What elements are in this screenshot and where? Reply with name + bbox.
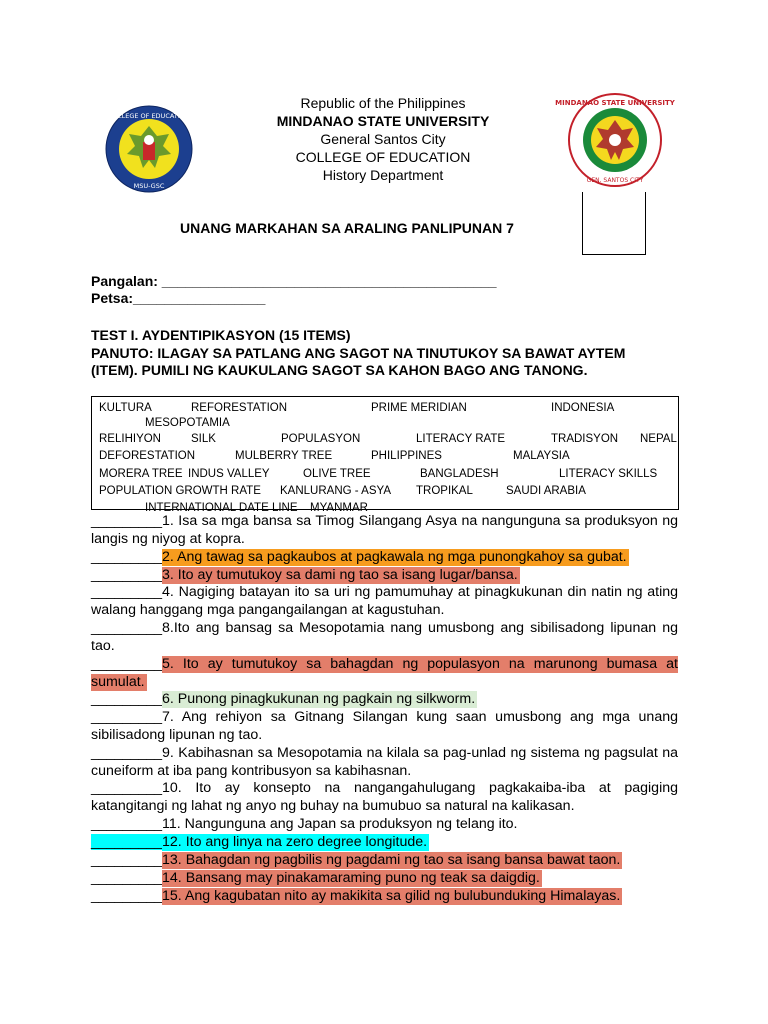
question-item [91,816,678,834]
right-logo-text-top: MINDANAO STATE UNIVERSITY [555,99,675,107]
question-text: Punong pinagkukunan ng pagkain ng silkworm. [173,691,476,707]
answer-blank[interactable]: _________ [91,709,163,725]
choice-item: MULBERRY TREE [235,450,333,462]
question-number: 9. [162,745,174,761]
choice-item: RELIHIYON [99,433,161,445]
question-number: 10. [162,780,182,796]
choices-box [91,396,679,514]
choice-item: SAUDI ARABIA [506,485,586,497]
question-item [91,852,678,870]
question-text: Bahagdan ng pagbilis ng pagdami ng tao sa isang bansa bawat taon. [181,852,621,868]
college-line: COLLEGE OF EDUCATION [295,149,471,165]
choice-item: MORERA TREE [99,468,183,480]
choice-item: REFORESTATION [191,402,288,414]
question-item [91,834,678,852]
question-number: 13. [162,852,182,868]
choice-item: TROPIKAL [416,485,473,497]
university-name: MINDANAO STATE UNIVERSITY [276,113,490,129]
choice-item: MALAYSIA [513,450,570,462]
question-item [91,584,678,620]
question-text: Kabihasnan sa Mesopotamia na kilala sa pag-unlad ng sistema ng pagsulat na cuneiform at iba pang kontribusyon sa kabihasnan. [91,745,678,779]
college-of-education-logo [105,104,193,194]
choice-item: POPULASYON [281,433,361,445]
directions-line-2: (ITEM). PUMILI NG KAUKULANG SAGOT SA KAHON BAGO ANG TANONG. [91,362,588,378]
choice-item: TRADISYON [551,433,619,445]
question-text: Ang kagubatan nito ay makikita sa gilid ng bulubunduking Himalayas. [181,888,621,904]
question-text: Ito ay tumutukoy sa dami ng tao sa isang lugar/bansa. [173,567,518,583]
question-number: 8. [162,620,174,636]
name-field-line: Pangalan: ___________________________________________ [91,273,497,289]
question-text: Bansang may pinakamaraming puno ng teak sa daigdig. [181,870,540,886]
choice-item: DEFORESTATION [99,450,196,462]
answer-blank[interactable]: _________ [91,584,163,600]
answer-blank[interactable]: _________ [91,745,163,761]
directions-line-1: PANUTO: ILAGAY SA PATLANG ANG SAGOT NA TINUTUKOY SA BAWAT AYTEM [91,345,626,361]
city-line: General Santos City [320,131,446,147]
choice-item: KULTURA [99,402,152,414]
question-item [91,513,678,549]
choice-item: POPULATION GROWTH RATE [99,485,261,497]
question-number: 1. [162,513,174,529]
choice-item: OLIVE TREE [303,468,371,480]
question-number: 11. [162,816,181,832]
question-text: Ang tawag sa pagkaubos at pagkawala ng mga punongkahoy sa gubat. [173,549,627,565]
choice-item: NEPAL [640,433,677,445]
choice-item: LITERACY SKILLS [559,468,658,480]
question-text: Ito ay konsepto na nangangahulugang pagkakaiba-iba at pagiging katangitangi ng lahat ng anyo ng buhay na bumubuo sa natural na kalikasan. [91,780,678,814]
question-item [91,656,678,692]
republic-line: Republic of the Philippines [300,95,466,111]
right-logo-text-bottom: GEN. SANTOS CITY [586,177,644,184]
question-item [91,870,678,888]
question-item [91,709,678,745]
left-logo-text-top: COLLEGE OF EDUCATION [108,112,190,120]
choice-item: INDONESIA [551,402,615,414]
answer-blank[interactable]: _________ [91,549,163,565]
answer-blank[interactable]: _________ [91,691,163,707]
question-number: 15. [162,888,182,904]
choice-item: PRIME MERIDIAN [371,402,467,414]
choice-item: SILK [191,433,216,445]
answer-blank[interactable]: _________ [91,567,163,583]
answer-blank[interactable]: _________ [91,816,163,832]
test-title: TEST I. AYDENTIPIKASYON (15 ITEMS) [91,327,351,343]
answer-blank[interactable]: _________ [91,834,163,850]
question-item [91,691,678,709]
choice-item: MYANMAR [310,502,368,514]
choice-item: PHILIPPINES [371,450,442,462]
question-number: 7. [162,709,174,725]
question-text: Ang rehiyon sa Gitnang Silangan kung saan umusbong ang mga unang sibilisadong lipunan ng tao. [91,709,678,743]
question-item [91,888,678,906]
question-number: 12. [162,834,182,850]
question-text: Ito ay tumutukoy sa bahagdan ng populasyon na marunong bumasa at sumulat. [91,656,678,690]
answer-blank[interactable]: _________ [91,888,163,904]
question-text: Ito ang linya na zero degree longitude. [181,834,428,850]
question-number: 3. [162,567,174,583]
question-number: 4. [162,584,174,600]
answer-blank[interactable]: _________ [91,656,163,672]
answer-blank[interactable]: _________ [91,870,163,886]
question-number: 5. [162,656,174,672]
question-item [91,549,678,567]
header-block [200,94,566,184]
question-item [91,745,678,781]
question-text: Isa sa mga bansa sa Timog Silangang Asya na nangunguna sa produksyon ng langis ng niyog at kopra. [91,513,678,547]
choice-item: LITERACY RATE [416,433,506,445]
choice-item: INDUS VALLEY [188,468,270,480]
date-field-line: Petsa:_________________ [91,290,266,306]
choice-item: BANGLADESH [420,468,499,480]
answer-blank[interactable]: _________ [91,620,163,636]
department-line: History Department [322,167,444,183]
answer-blank[interactable]: _________ [91,780,163,796]
question-number: 6. [162,691,174,707]
question-text: Ito ang bansag sa Mesopotamia nang umusbong ang sibilisadong lipunan ng tao. [91,620,678,654]
msu-seal-logo [555,92,675,188]
answer-blank[interactable]: _________ [91,852,163,868]
question-item [91,620,678,656]
choice-item: INTERNATIONAL DATE LINE [145,502,298,514]
choice-item: KANLURANG - ASYA [280,485,391,497]
answer-blank[interactable]: _________ [91,513,163,529]
question-number: 14. [162,870,182,886]
exam-title: UNANG MARKAHAN SA ARALING PANLIPUNAN 7 [180,220,514,236]
question-text: Nagiging batayan ito sa uri ng pamumuhay at pinagkukunan din natin ng ating walang hanggang mga pangangailangan at kagustuhan. [91,584,678,618]
choice-item: MESOPOTAMIA [145,417,230,429]
question-text: Nangunguna ang Japan sa produksyon ng telang ito. [180,816,518,832]
question-item [91,567,678,585]
question-number: 2. [162,549,174,565]
left-logo-text-bottom: MSU-GSC [133,182,165,190]
question-item [91,780,678,816]
